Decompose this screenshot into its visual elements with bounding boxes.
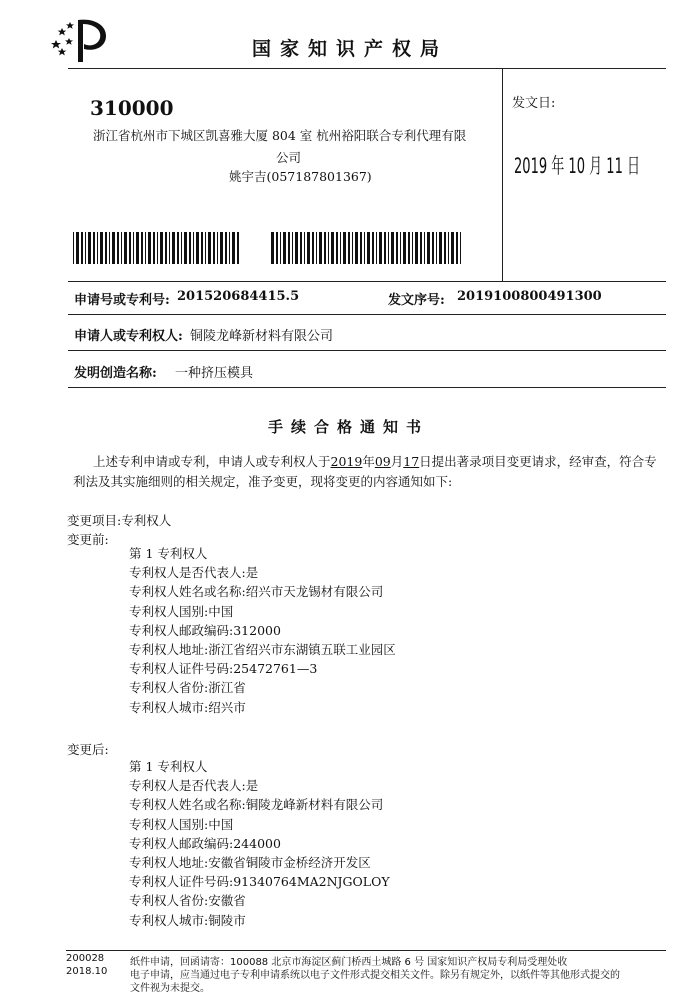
barcode-bar: [420, 232, 422, 264]
divider: [68, 68, 666, 69]
list-item: 专利权人姓名或名称:绍兴市天龙锡材有限公司: [129, 584, 384, 600]
cnipa-logo-icon: [50, 14, 110, 66]
barcode-bar: [129, 232, 131, 264]
barcode-bar: [300, 232, 302, 264]
barcode-bar: [193, 232, 194, 264]
barcode-bar: [412, 232, 413, 264]
divider: [68, 387, 666, 388]
barcode-bar: [448, 232, 449, 264]
change-item: 变更项目:专利权人: [67, 513, 172, 528]
barcode-bar: [232, 232, 235, 264]
list-item: 专利权人国别:中国: [129, 603, 234, 619]
barcode-bar: [148, 232, 151, 264]
barcode-bar: [343, 232, 346, 264]
form-code: 200028: [66, 953, 105, 964]
barcode-bar: [121, 232, 122, 264]
list-item: 第 1 专利权人: [129, 546, 208, 561]
barcode-bar: [76, 232, 79, 264]
barcode-bar: [100, 232, 103, 264]
barcode-bar: [331, 232, 334, 264]
barcode-bar: [295, 232, 298, 264]
barcode-bar: [169, 232, 170, 264]
barcode-bar: [225, 232, 227, 264]
barcode-bar: [292, 232, 293, 264]
barcode-bar: [456, 232, 458, 264]
barcode-bar: [352, 232, 353, 264]
before-list: [129, 544, 396, 717]
barcode-bar: [432, 232, 434, 264]
barcode-bar: [355, 232, 358, 264]
recipient: 姚宇吉(057187801367): [229, 169, 372, 184]
barcode-bar: [181, 232, 182, 264]
barcode-bar: [403, 232, 406, 264]
list-item: 专利权人省份:浙江省: [129, 680, 246, 696]
barcode-bar: [184, 232, 187, 264]
list-item: 专利权人邮政编码:312000: [129, 622, 281, 638]
before-label: 变更前:: [67, 532, 109, 547]
invention-title: 一种挤压模具: [175, 366, 254, 381]
barcode-bar: [304, 232, 305, 264]
barcode-bar: [124, 232, 127, 264]
barcode-bar: [364, 232, 365, 264]
request-month: 09: [374, 454, 391, 469]
application-number: 201520684415.5: [177, 289, 300, 304]
list-item: 专利权人地址:安徽省铜陵市金桥经济开发区: [129, 854, 371, 870]
barcode-bar: [237, 232, 239, 264]
barcode-bar: [153, 232, 155, 264]
barcode: [73, 232, 243, 264]
barcode-bar: [172, 232, 175, 264]
applicant-label: 申请人或专利权人:: [74, 329, 183, 344]
dispatch-date-label: 发文日:: [512, 96, 556, 111]
barcode-bar: [157, 232, 158, 264]
barcode-bar: [340, 232, 341, 264]
barcode-bar: [427, 232, 430, 264]
barcode-bar: [408, 232, 410, 264]
barcode-bar: [424, 232, 425, 264]
serial-number-label: 发文序号:: [388, 293, 445, 308]
barcode-bar: [439, 232, 442, 264]
serial-number: 2019100800491300: [457, 289, 602, 304]
barcode-bar: [396, 232, 398, 264]
barcode-bar: [189, 232, 191, 264]
barcode-bar: [136, 232, 139, 264]
after-list: [129, 757, 390, 930]
barcode-bar: [85, 232, 86, 264]
list-item: 专利权人是否代表人:是: [129, 778, 259, 794]
list-item: 专利权人城市:铜陵市: [129, 912, 246, 928]
barcode-bar: [196, 232, 199, 264]
barcode-bar: [109, 232, 110, 264]
dispatch-date: 2019 年 10 月 11 日: [514, 154, 641, 178]
barcode-bar: [436, 232, 437, 264]
office-name: 国家知识产权局: [252, 38, 449, 60]
barcode-bar: [217, 232, 218, 264]
barcode-bar: [213, 232, 215, 264]
barcode-bar: [276, 232, 278, 264]
barcode-bar: [316, 232, 317, 264]
barcode-bar: [81, 232, 83, 264]
list-item: 专利权人国别:中国: [129, 816, 234, 832]
barcode-bar: [201, 232, 203, 264]
list-item: 专利权人是否代表人:是: [129, 565, 259, 581]
application-number-label: 申请号或专利号:: [74, 293, 170, 308]
barcode-bar: [319, 232, 322, 264]
divider: [68, 350, 666, 351]
barcode-bar: [444, 232, 446, 264]
list-item: 第 1 专利权人: [129, 759, 208, 774]
divider: [66, 950, 666, 951]
barcode-bar: [141, 232, 143, 264]
barcode-bar: [391, 232, 394, 264]
barcode-bar: [73, 232, 74, 264]
barcode-bar: [160, 232, 163, 264]
barcode-bar: [307, 232, 310, 264]
request-day: 17: [403, 454, 420, 469]
barcode-bar: [400, 232, 401, 264]
barcode-bar: [105, 232, 107, 264]
footer-note: 文件视为未提交。: [130, 983, 210, 994]
barcode-bar: [328, 232, 329, 264]
barcode-bar: [271, 232, 274, 264]
barcode-bar: [384, 232, 386, 264]
barcode-bar: [229, 232, 230, 264]
barcode-bar: [112, 232, 115, 264]
barcode-bar: [220, 232, 223, 264]
barcode-bar: [415, 232, 418, 264]
list-item: 专利权人姓名或名称:铜陵龙峰新材料有限公司: [129, 797, 384, 813]
barcode-bar: [97, 232, 98, 264]
barcode-bar: [288, 232, 290, 264]
barcode-bar: [324, 232, 326, 264]
barcode-bar: [388, 232, 389, 264]
list-item: 专利权人证件号码:91340764MA2NJGOLOY: [129, 874, 390, 890]
postcode: 310000: [90, 96, 174, 120]
footer-note: 纸件申请，回函请寄：100088 北京市海淀区蓟门桥西土城路 6 号 国家知识产权局专利局受理处收: [130, 957, 568, 968]
barcode-bar: [133, 232, 134, 264]
barcode-bar: [205, 232, 206, 264]
notice-paragraph: 利法及其实施细则的相关规定，准予变更，现将变更的内容通知如下:: [73, 474, 453, 489]
barcode-bar: [88, 232, 91, 264]
barcode-bar: [376, 232, 377, 264]
barcode-bar: [177, 232, 179, 264]
barcode-bar: [360, 232, 362, 264]
form-version: 2018.10: [66, 966, 108, 977]
divider: [502, 68, 503, 281]
barcode-bar: [145, 232, 146, 264]
barcode-bar: [451, 232, 454, 264]
notice-title: 手续合格通知书: [268, 418, 430, 436]
list-item: 专利权人地址:浙江省绍兴市东湖镇五联工业园区: [129, 641, 396, 657]
barcode-bar: [208, 232, 211, 264]
address-line: 公司: [276, 150, 302, 165]
barcode-bar: [379, 232, 382, 264]
request-year: 2019: [330, 454, 363, 469]
applicant-name: 铜陵龙峰新材料有限公司: [190, 329, 334, 344]
barcode-bar: [165, 232, 167, 264]
footer-note: 电子申请，应当通过电子专利申请系统以电子文件形式提交相关文件。除另有规定外，以纸件等其他形式提交的: [130, 970, 620, 981]
barcode-bar: [348, 232, 350, 264]
barcode-bar: [283, 232, 286, 264]
list-item: 专利权人省份:安徽省: [129, 893, 246, 909]
barcode-bar: [312, 232, 314, 264]
list-item: 专利权人邮政编码:244000: [129, 835, 281, 851]
barcode: [271, 232, 463, 264]
notice-paragraph: 上述专利申请或专利，申请人或专利权人于2019年09月17日提出著录项目变更请求，经审查，符合专: [93, 454, 657, 469]
barcode-bar: [460, 232, 461, 264]
barcode-bar: [117, 232, 119, 264]
after-label: 变更后:: [67, 742, 109, 757]
divider: [68, 281, 666, 282]
divider: [68, 314, 666, 315]
address-line: 浙江省杭州市下城区凯喜雅大厦 804 室 杭州裕阳联合专利代理有限: [93, 128, 467, 143]
list-item: 专利权人证件号码:25472761—3: [129, 661, 318, 677]
barcode-bar: [336, 232, 338, 264]
barcode-bar: [367, 232, 370, 264]
barcode-bar: [372, 232, 374, 264]
barcode-bar: [93, 232, 95, 264]
barcode-bar: [280, 232, 281, 264]
invention-title-label: 发明创造名称:: [74, 366, 157, 381]
list-item: 专利权人城市:绍兴市: [129, 699, 246, 715]
